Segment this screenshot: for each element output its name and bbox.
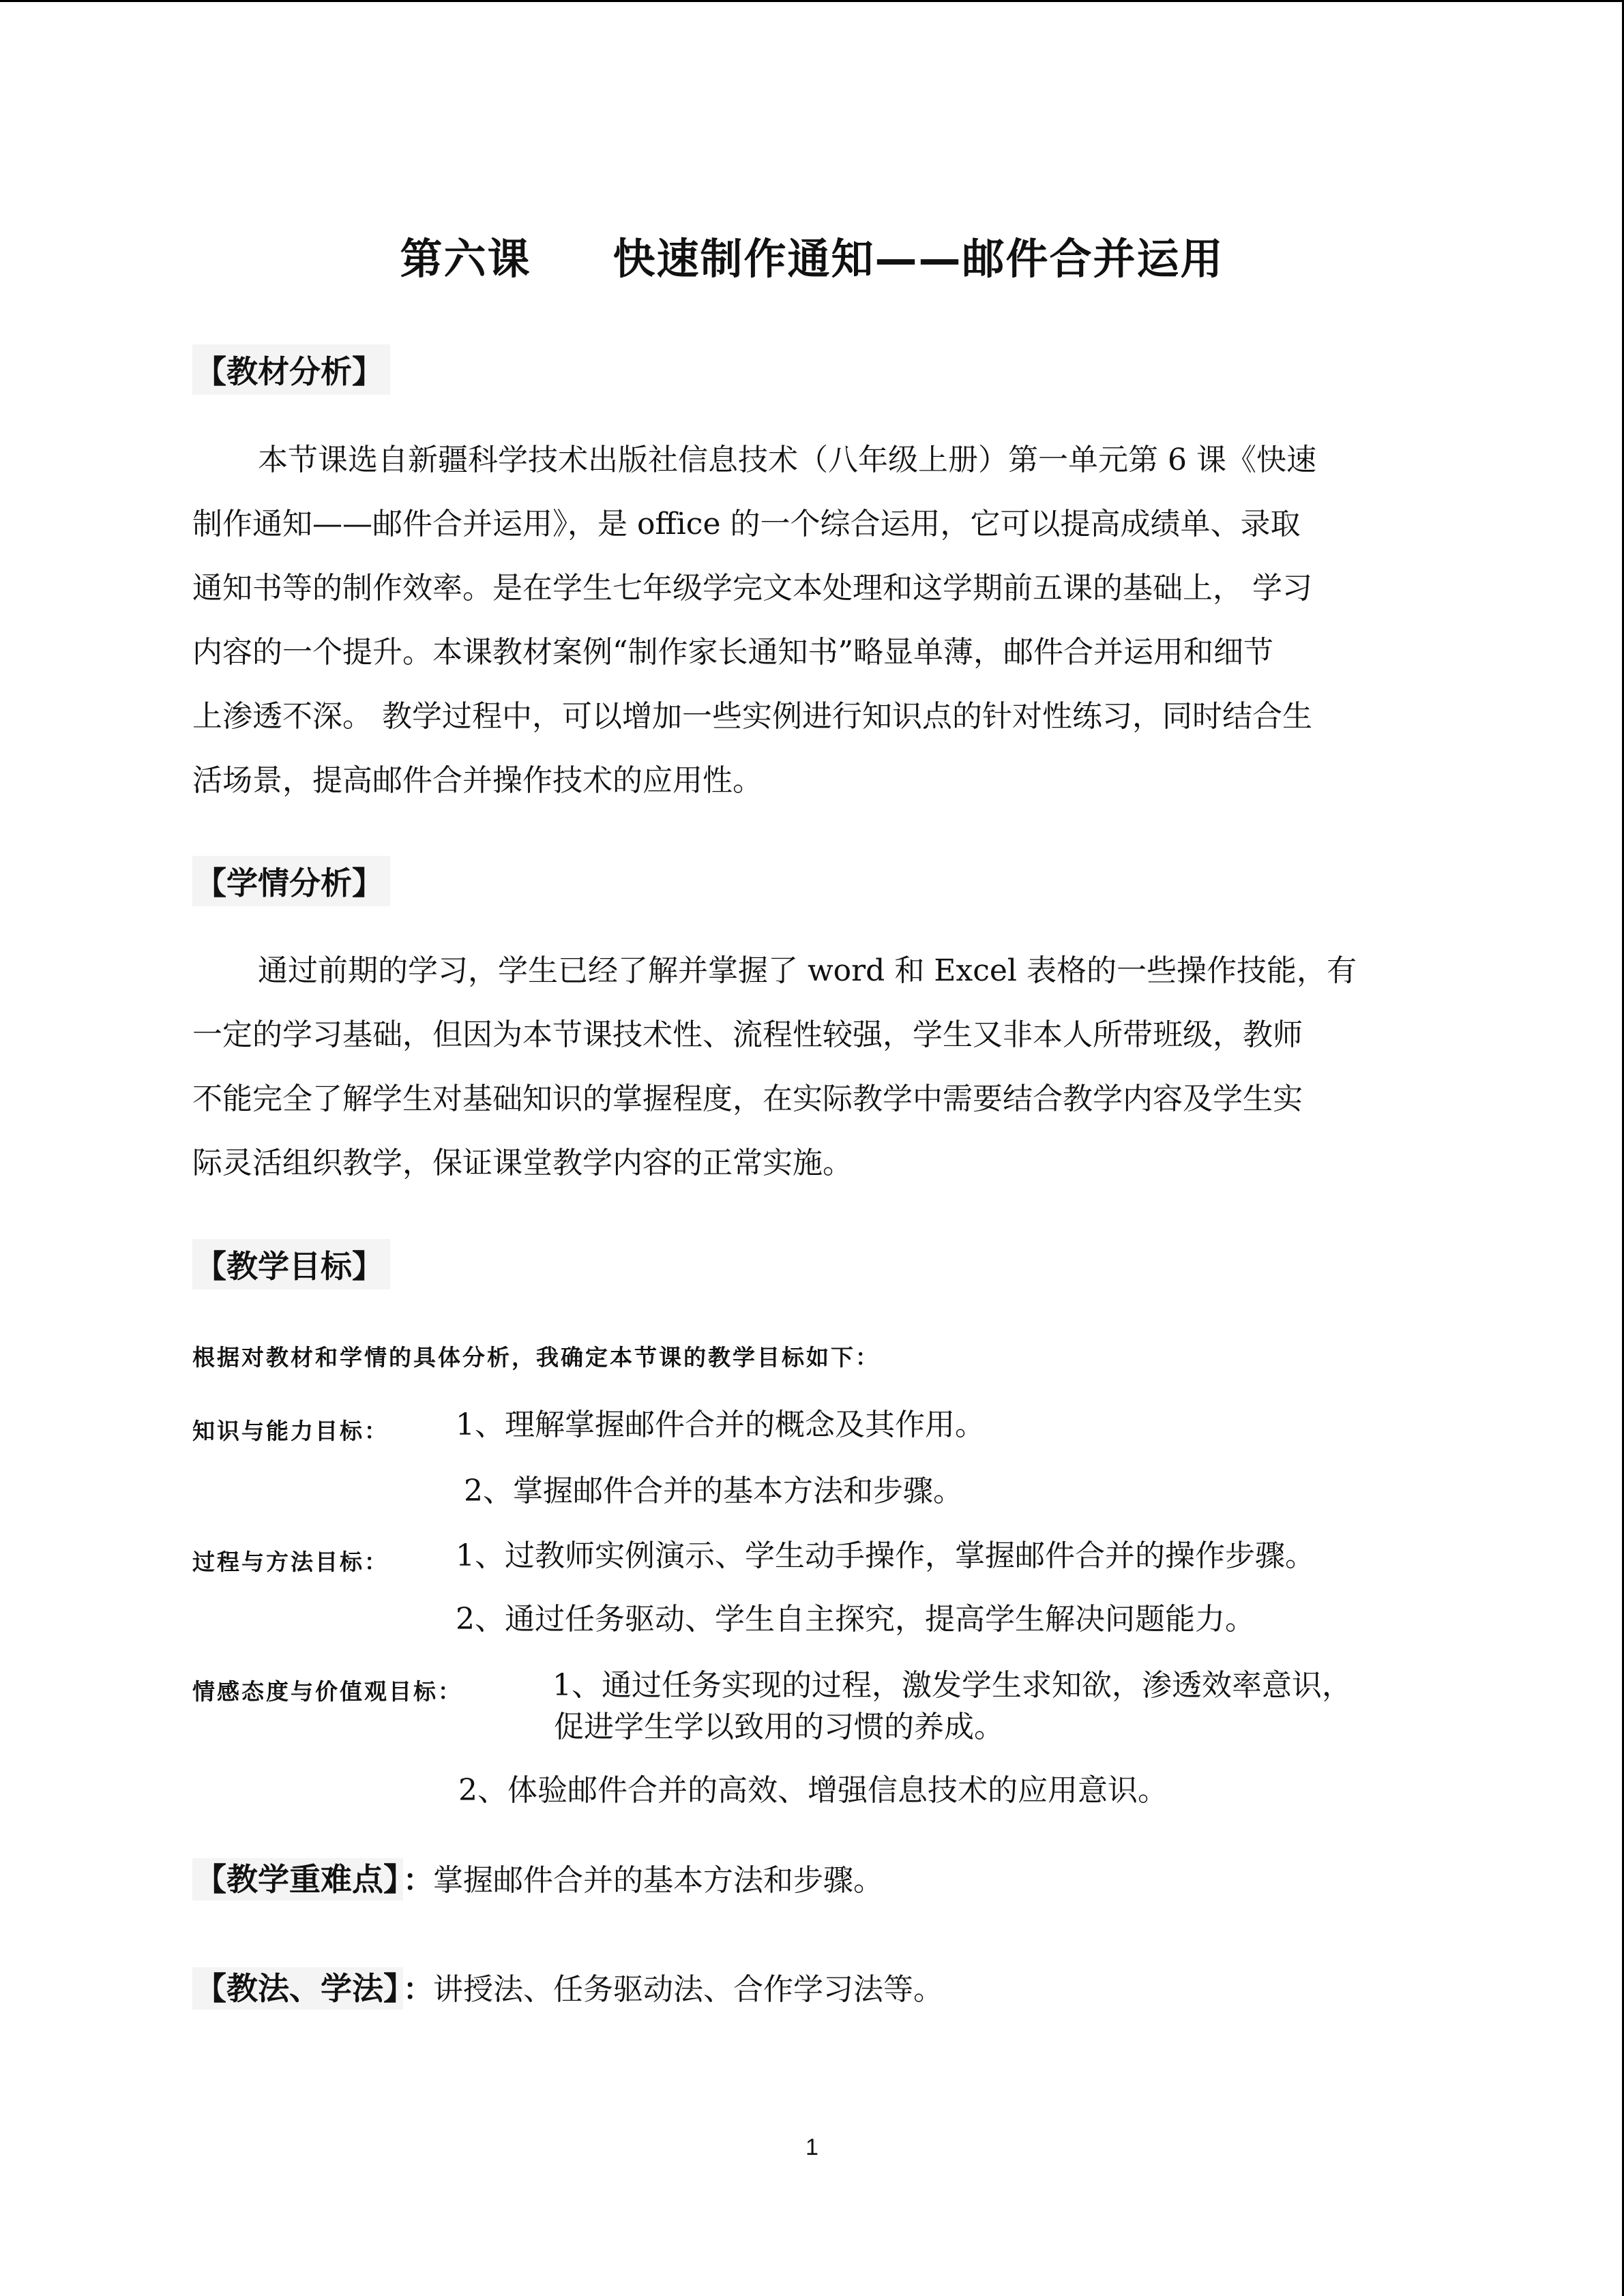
emotion-goal-label: 情感态度与价值观目标：	[192, 1678, 462, 1705]
textbook-analysis-heading: 【教材分析】	[192, 344, 390, 395]
methods-colon: ：	[403, 1972, 433, 2007]
paragraph-line: 本节课选自新疆科学技术出版社信息技术（八年级上册）第一单元第 6 课《快速	[258, 443, 1316, 477]
paragraph-line: 不能完全了解学生对基础知识的掌握程度，在实际教学中需要结合教学内容及学生实	[192, 1082, 1303, 1116]
lesson-topic: 快速制作通知——邮件合并运用	[612, 234, 1224, 284]
paragraph-line: 上渗透不深。 教学过程中，可以增加一些实例进行知识点的针对性练习，同时结合生	[192, 699, 1312, 734]
methods-text: 讲授法、任务驱动法、合作学习法等。	[433, 1972, 943, 2007]
page-border-top	[0, 0, 1624, 2]
student-analysis-paragraph	[192, 939, 1420, 1195]
student-analysis-heading: 【学情分析】	[192, 856, 390, 906]
teaching-goals-intro: 根据对教材和学情的具体分析，我确定本节课的教学目标如下：	[192, 1344, 880, 1371]
methods-row	[192, 1964, 943, 2009]
emotion-goal-item: 2、体验邮件合并的高效、增强信息技术的应用意识。	[458, 1773, 1168, 1808]
lesson-number: 第六课	[400, 234, 531, 284]
process-goal-label: 过程与方法目标：	[192, 1549, 389, 1575]
page-number: 1	[806, 2134, 818, 2160]
paragraph-line: 际灵活组织教学，保证课堂教学内容的正常实施。	[192, 1146, 853, 1180]
paragraph-line: 通过前期的学习，学生已经了解并掌握了 word 和 Excel 表格的一些操作技能，有	[258, 953, 1357, 988]
emotion-goal-item: 1、通过任务实现的过程，激发学生求知欲，渗透效率意识，	[552, 1668, 1352, 1703]
emotion-goal-item: 促进学生学以致用的习惯的养成。	[554, 1710, 1004, 1744]
process-goal-item: 2、通过任务驱动、学生自主探究，提高学生解决问题能力。	[456, 1602, 1255, 1637]
methods-heading: 【教法、学法】	[192, 1967, 403, 2010]
key-points-heading: 【教学重难点】	[192, 1858, 403, 1900]
knowledge-goal-item: 2、掌握邮件合并的基本方法和步骤。	[464, 1474, 963, 1508]
page-title	[0, 225, 1624, 286]
key-points-text: 掌握邮件合并的基本方法和步骤。	[433, 1863, 883, 1898]
paragraph-line: 一定的学习基础，但因为本节课技术性、流程性较强，学生又非本人所带班级，教师	[192, 1017, 1303, 1052]
paragraph-line: 通知书等的制作效率。是在学生七年级学完文本处理和这学期前五课的基础上， 学习	[192, 571, 1312, 606]
teaching-goals-heading: 【教学目标】	[192, 1239, 390, 1289]
paragraph-line: 内容的一个提升。本课教材案例“制作家长通知书”略显单薄，邮件合并运用和细节	[192, 635, 1273, 670]
knowledge-goal-label: 知识与能力目标：	[192, 1418, 389, 1444]
key-points-row	[192, 1855, 883, 1900]
process-goal-item: 1、过教师实例演示、学生动手操作，掌握邮件合并的操作步骤。	[456, 1538, 1315, 1573]
paragraph-line: 活场景，提高邮件合并操作技术的应用性。	[192, 763, 763, 798]
paragraph-line: 制作通知——邮件合并运用》，是 office 的一个综合运用，它可以提高成绩单、录取	[192, 507, 1301, 541]
textbook-analysis-paragraph	[192, 428, 1420, 813]
key-points-colon: ：	[403, 1863, 433, 1898]
knowledge-goal-item: 1、理解掌握邮件合并的概念及其作用。	[456, 1407, 985, 1442]
